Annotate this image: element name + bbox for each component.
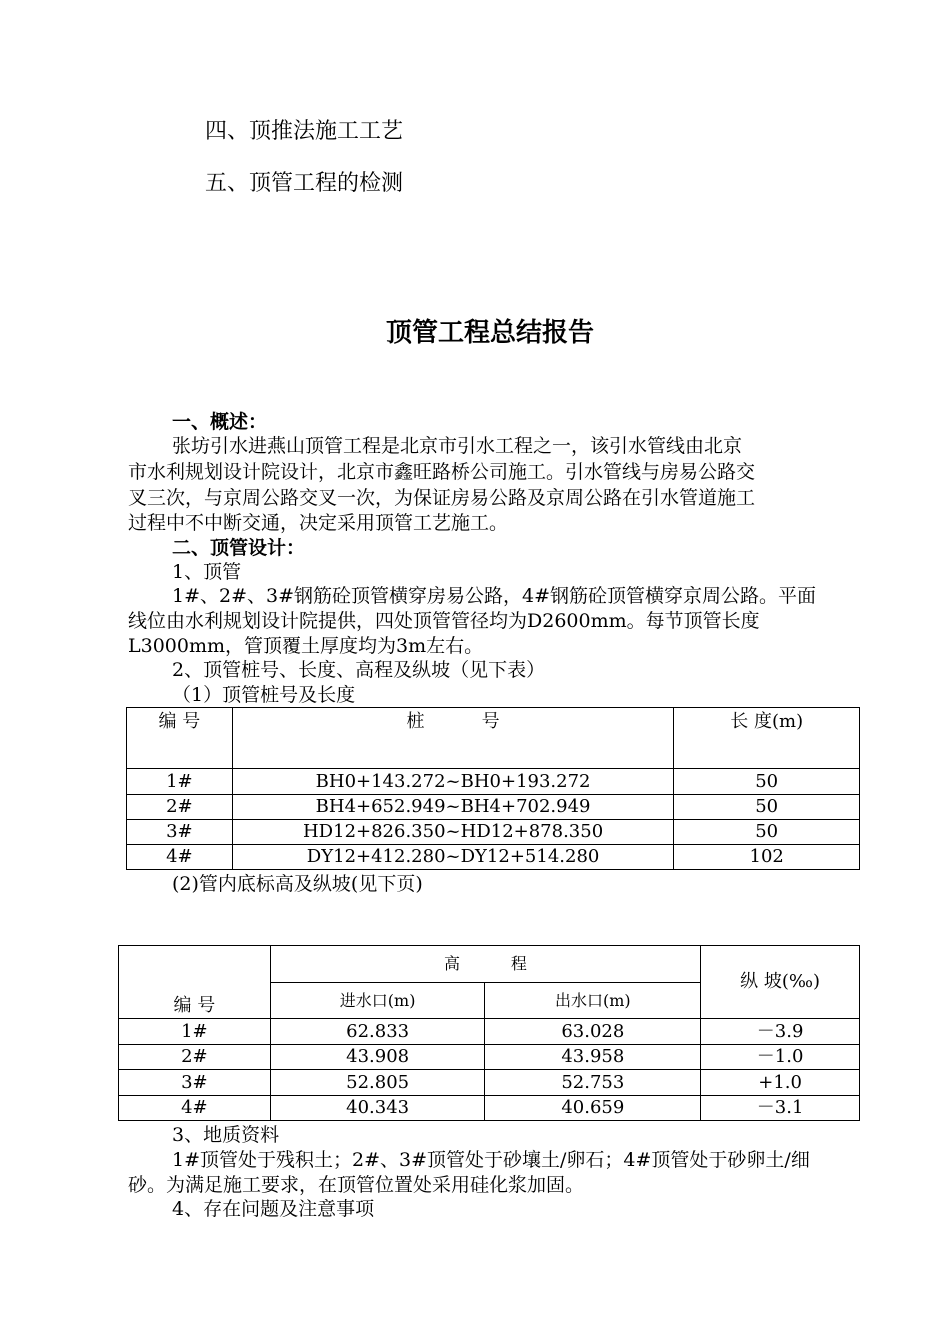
table-cell: 63.028 bbox=[485, 1019, 701, 1045]
table-row bbox=[119, 1045, 860, 1070]
header-cell: 进水口(m) bbox=[270, 983, 485, 1019]
table-header-row bbox=[119, 946, 860, 983]
header-cell: 纵 坡(‰) bbox=[701, 946, 860, 1019]
table-cell: 1# bbox=[127, 769, 233, 795]
table-cell: －1.0 bbox=[701, 1045, 860, 1070]
table-cell: 40.343 bbox=[270, 1096, 485, 1121]
table-cell: 4# bbox=[127, 845, 233, 870]
table-row bbox=[127, 845, 860, 870]
paragraph-line: 1#顶管处于残积土；2#、3#顶管处于砂壤土/卵石；4#顶管处于砂卵土/细 bbox=[172, 1149, 810, 1171]
table-caption: (2)管内底标高及纵坡(见下页) bbox=[172, 873, 423, 895]
paragraph-line: 过程中不中断交通，决定采用顶管工艺施工。 bbox=[128, 512, 509, 534]
table-cell: BH4+652.949~BH4+702.949 bbox=[232, 795, 674, 820]
table-caption: （1）顶管桩号及长度 bbox=[172, 684, 356, 706]
table-cell: 1# bbox=[119, 1019, 271, 1045]
paragraph-line: L3000mm，管顶覆土厚度均为3m左右。 bbox=[128, 635, 484, 657]
table-cell: DY12+412.280~DY12+514.280 bbox=[232, 845, 674, 870]
paragraph-line: 1#、2#、3#钢筋砼顶管横穿房易公路，4#钢筋砼顶管横穿京周公路。平面 bbox=[172, 585, 817, 607]
table-cell: 52.753 bbox=[485, 1070, 701, 1096]
table-row bbox=[127, 795, 860, 820]
header-cell: 高 程 bbox=[270, 946, 700, 983]
table-cell: 102 bbox=[674, 845, 860, 870]
header-cell: 出水口(m) bbox=[485, 983, 701, 1019]
section-heading: 一、概述： bbox=[172, 411, 268, 433]
table-row bbox=[119, 1096, 860, 1121]
table-cell: +1.0 bbox=[701, 1070, 860, 1096]
subheading: 1、顶管 bbox=[172, 561, 242, 583]
table-cell: 40.659 bbox=[485, 1096, 701, 1121]
table-cell: 50 bbox=[674, 795, 860, 820]
page-title: 顶管工程总结报告 bbox=[385, 318, 594, 348]
table-row bbox=[127, 769, 860, 795]
table-cell: 50 bbox=[674, 769, 860, 795]
table-cell: 50 bbox=[674, 820, 860, 845]
table-cell: 52.805 bbox=[270, 1070, 485, 1096]
paragraph-line: 砂。为满足施工要求，在顶管位置处采用硅化浆加固。 bbox=[128, 1174, 585, 1196]
header-cell: 编 号 bbox=[119, 946, 271, 1019]
table-cell: 43.908 bbox=[270, 1045, 485, 1070]
section-heading: 二、顶管设计： bbox=[172, 537, 306, 559]
subheading: 3、地质资料 bbox=[172, 1124, 280, 1146]
table-cell: 3# bbox=[127, 820, 233, 845]
table-row bbox=[127, 820, 860, 845]
table-cell: －3.1 bbox=[701, 1096, 860, 1121]
table-cell: 62.833 bbox=[270, 1019, 485, 1045]
table-cell: BH0+143.272~BH0+193.272 bbox=[232, 769, 674, 795]
paragraph-line: 市水利规划设计院设计，北京市鑫旺路桥公司施工。引水管线与房易公路交 bbox=[128, 461, 756, 483]
table-cell: 43.958 bbox=[485, 1045, 701, 1070]
toc-item: 四、顶推法施工工艺 bbox=[205, 119, 404, 144]
table-cell: HD12+826.350~HD12+878.350 bbox=[232, 820, 674, 845]
subheading: 2、顶管桩号、长度、高程及纵坡（见下表） bbox=[172, 659, 546, 681]
table-cell: －3.9 bbox=[701, 1019, 860, 1045]
pile-number-table bbox=[126, 707, 860, 870]
table-cell: 4# bbox=[119, 1096, 271, 1121]
paragraph-line: 线位由水利规划设计院提供，四处顶管管径均为D2600mm。每节顶管长度 bbox=[128, 610, 760, 632]
toc-item: 五、顶管工程的检测 bbox=[205, 171, 404, 196]
paragraph-line: 张坊引水进燕山顶管工程是北京市引水工程之一，该引水管线由北京 bbox=[172, 435, 743, 457]
table-row bbox=[119, 1019, 860, 1045]
subheading: 4、存在问题及注意事项 bbox=[172, 1198, 375, 1220]
paragraph-line: 叉三次，与京周公路交叉一次，为保证房易公路及京周公路在引水管道施工 bbox=[128, 487, 756, 509]
header-cell: 编 号 bbox=[127, 708, 233, 769]
table-cell: 2# bbox=[119, 1045, 271, 1070]
table-header-row bbox=[127, 708, 860, 769]
header-cell: 桩 号 bbox=[232, 708, 674, 769]
table-row bbox=[119, 1070, 860, 1096]
table-cell: 3# bbox=[119, 1070, 271, 1096]
table-cell: 2# bbox=[127, 795, 233, 820]
header-cell: 长 度(m) bbox=[674, 708, 860, 769]
elevation-slope-table bbox=[118, 945, 860, 1121]
